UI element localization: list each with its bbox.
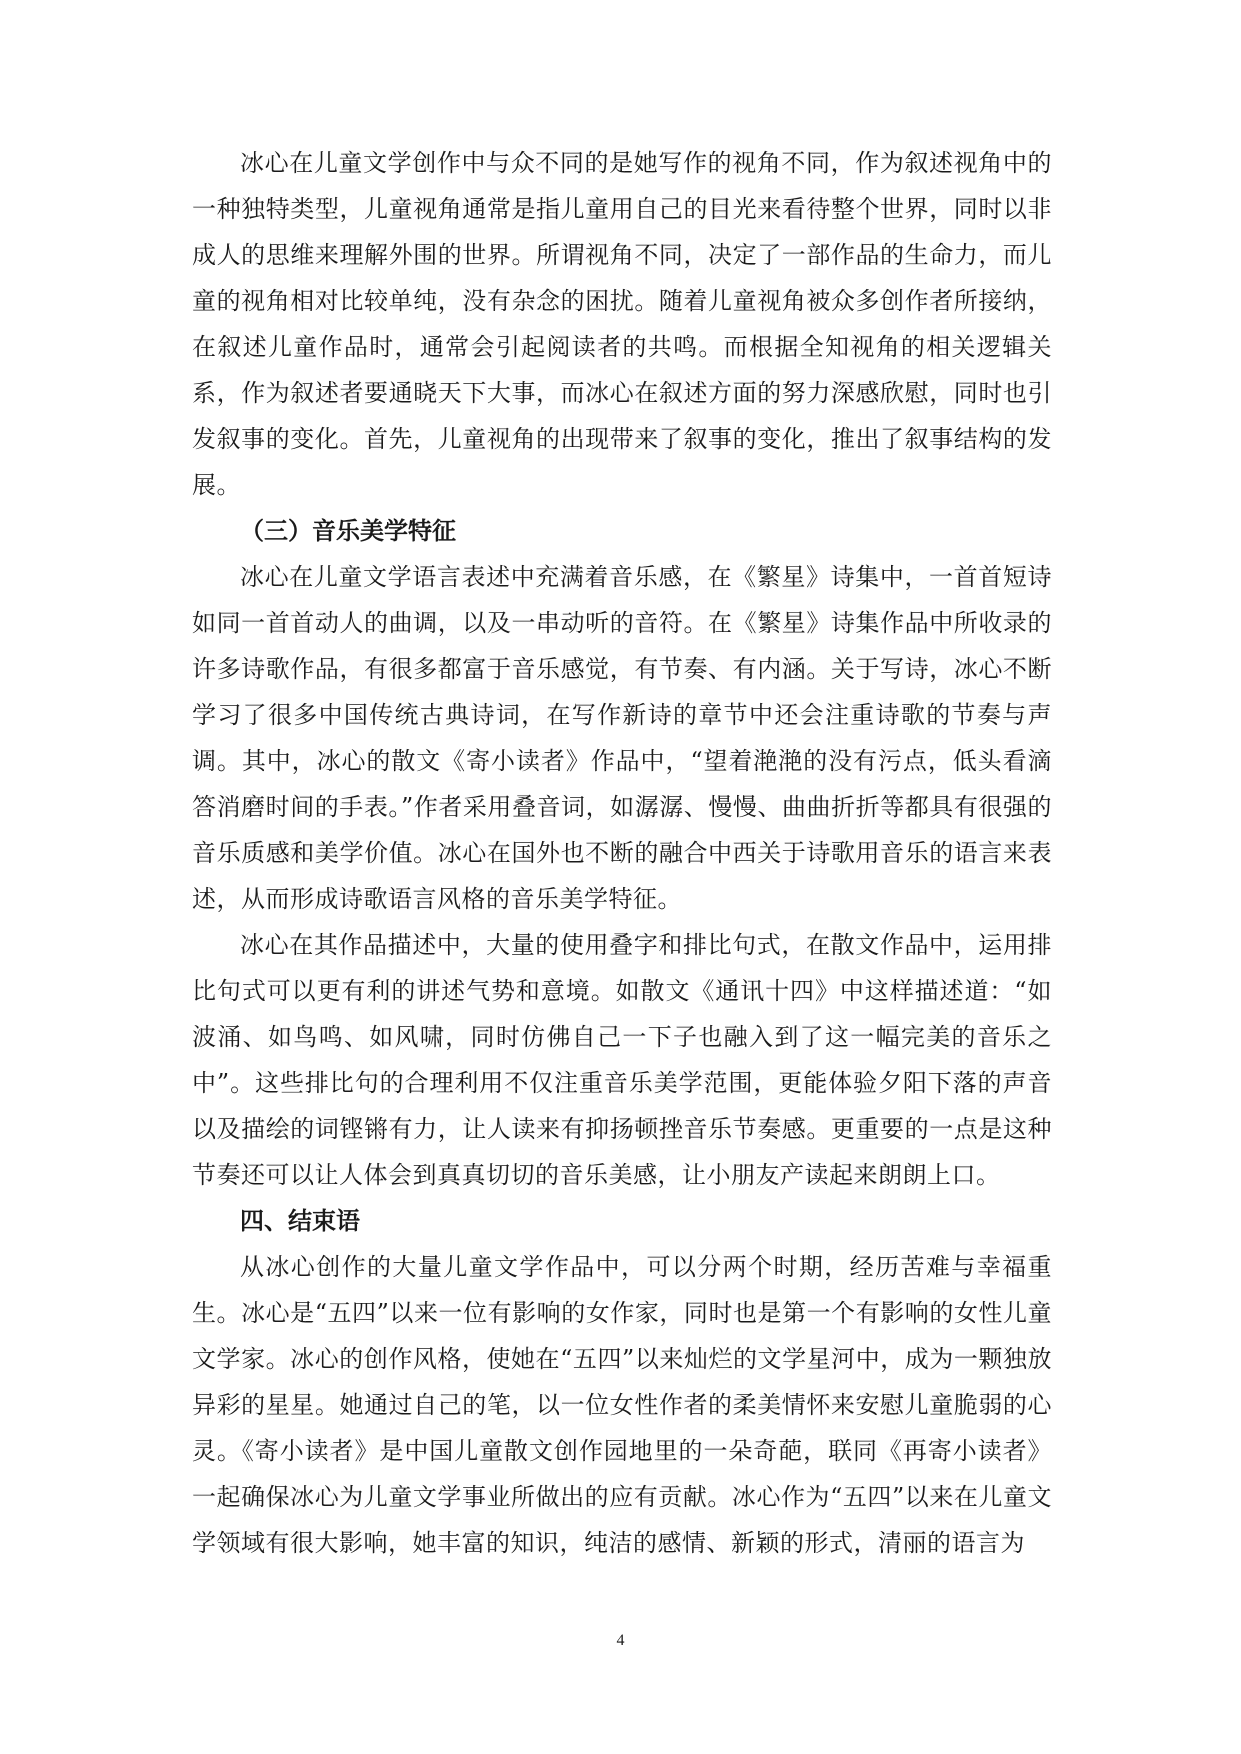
- page-number: 4: [616, 1632, 625, 1649]
- paragraph-child-perspective: 冰心在儿童文学创作中与众不同的是她写作的视角不同，作为叙述视角中的一种独特类型，儿童视角通常是指儿童用自己的目光来看待整个世界，同时以非成人的思维来理解外围的世界。所谓视角不同，决定了一部作品的生命力，而儿童的视角相对比较单纯，没有杂念的困扰。随着儿童视角被众多创作者所接纳，在叙述儿童作品时，通常会引起阅读者的共鸣。而根据全知视角的相关逻辑关系，作为叙述者要通晓天下大事，而冰心在叙述方面的努力深感欣慰，同时也引发叙事的变化。首先，儿童视角的出现带来了叙事的变化，推出了叙事结构的发展。: [192, 149, 1052, 499]
- section-heading-conclusion: 四、结束语: [240, 1207, 360, 1235]
- paragraph-parallelism: 冰心在其作品描述中，大量的使用叠字和排比句式，在散文作品中，运用排比句式可以更有利的讲述气势和意境。如散文《通讯十四》中这样描述道：“如波涌、如鸟鸣、如风啸，同时仿佛自己一下子也融入到了这一幅完美的音乐之中”。这些排比句的合理利用不仅注重音乐美学范围，更能体验夕阳下落的声音以及描绘的词铿锵有力，让人读来有抑扬顿挫音乐节奏感。更重要的一点是这种节奏还可以让人体会到真真切切的音乐美感，让小朋友产读起来朗朗上口。: [192, 931, 1052, 1189]
- paragraph-conclusion: 从冰心创作的大量儿童文学作品中，可以分两个时期，经历苦难与幸福重生。冰心是“五四”以来一位有影响的女作家，同时也是第一个有影响的女性儿童文学家。冰心的创作风格，使她在“五四”以来灿烂的文学星河中，成为一颗独放异彩的星星。她通过自己的笔，以一位女性作者的柔美情怀来安慰儿童脆弱的心灵。《寄小读者》是中国儿童散文创作园地里的一朵奇葩，联同《再寄小读者》一起确保冰心为儿童文学事业所做出的应有贡献。冰心作为“五四”以来在儿童文学领域有很大影响，她丰富的知识，纯洁的感情、新颖的形式，清丽的语言为: [192, 1253, 1052, 1557]
- section-heading-music-aesthetics: （三）音乐美学特征: [240, 517, 456, 545]
- paragraph-music-sense: 冰心在儿童文学语言表述中充满着音乐感，在《繁星》诗集中，一首首短诗如同一首首动人的曲调，以及一串动听的音符。在《繁星》诗集作品中所收录的许多诗歌作品，有很多都富于音乐感觉，有节奏、有内涵。关于写诗，冰心不断学习了很多中国传统古典诗词，在写作新诗的章节中还会注重诗歌的节奏与声调。其中，冰心的散文《寄小读者》作品中，“望着滟滟的没有污点，低头看滴答消磨时间的手表。”作者采用叠音词，如潺潺、慢慢、曲曲折折等都具有很强的音乐质感和美学价值。冰心在国外也不断的融合中西关于诗歌用音乐的语言来表述，从而形成诗歌语言风格的音乐美学特征。: [192, 563, 1052, 913]
- page-body: [192, 140, 1052, 1566]
